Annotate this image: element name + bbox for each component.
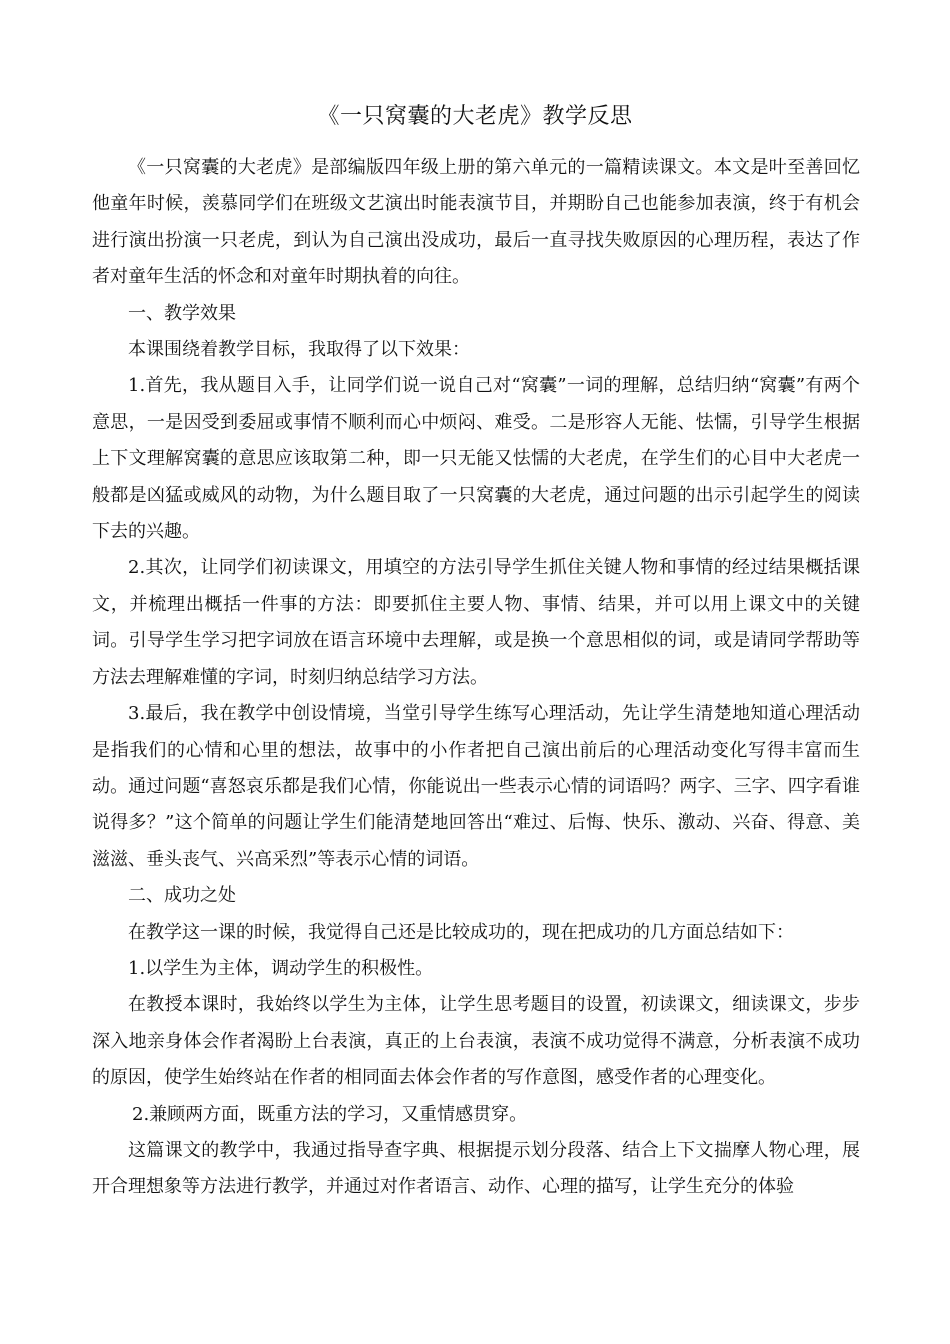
paragraph: 在教授本课时，我始终以学生为主体，让学生思考题目的设置，初读课文，细读课文，步步深入地亲身体会作者渴盼上台表演，真正的上台表演，表演不成功觉得不满意，分析表演不成功的原因，使学生始终站在作者的相同面去体会作者的写作意图，感受作者的心理变化。 xyxy=(92,994,860,1089)
numbered-paragraph: 1.首先，我从题目入手，让同学们说一说自己对“窝囊”一词的理解，总结归纳“窝囊”有两个意思，一是因受到委屈或事情不顺利而心中烦闷、难受。二是形容人无能、怯懦，引导学生根据上下文理解窝囊的意思应该取第二种，即一只无能又怯懦的大老虎，在学生们的心目中大老虎一般都是凶猛或威风的动物，为什么题目取了一只窝囊的大老虎，通过问题的出示引起学生的阅读下去的兴趣。 xyxy=(92,375,860,543)
numbered-paragraph: 1.以学生为主体，调动学生的积极性。 xyxy=(128,957,434,979)
paragraph: 在教学这一课的时候，我觉得自己还是比较成功的，现在把成功的几方面总结如下： xyxy=(128,921,794,943)
numbered-paragraph: 2.兼顾两方面，既重方法的学习，又重情感贯穿。 xyxy=(132,1103,528,1125)
numbered-paragraph: 3.最后，我在教学中创设情境，当堂引导学生练写心理活动，先让学生清楚地知道心理活动是指我们的心情和心里的想法，故事中的小作者把自己演出前后的心理活动变化写得丰富而生动。通过问题“喜怒哀乐都是我们心情，你能说出一些表示心情的词语吗？两字、三字、四字看谁说得多？”这个简单的问题让学生们能清楚地回答出“难过、后悔、快乐、激动、兴奋、得意、美滋滋、垂头丧气、兴高采烈”等表示心情的词语。 xyxy=(92,703,860,870)
paragraph: 这篇课文的教学中，我通过指导查字典、根据提示划分段落、结合上下文揣摩人物心理，展开合理想象等方法进行教学，并通过对作者语言、动作、心理的描写，让学生充分的体验 xyxy=(92,1139,860,1198)
section-heading-success: 二、成功之处 xyxy=(128,885,236,907)
numbered-paragraph: 2.其次，让同学们初读课文，用填空的方法引导学生抓住关键人物和事情的经过结果概括课文，并梳理出概括一件事的方法：即要抓住主要人物、事情、结果，并可以用上课文中的关键词。引导学生学习把字词放在语言环境中去理解，或是换一个意思相似的词，或是请同学帮助等方法去理解难懂的字词，时刻归纳总结学习方法。 xyxy=(92,557,860,688)
intro-paragraph: 《一只窝囊的大老虎》是部编版四年级上册的第六单元的一篇精读课文。本文是叶至善回忆他童年时候，羡慕同学们在班级文艺演出时能表演节目，并期盼自己也能参加表演，终于有机会进行演出扮演一只老虎，到认为自己演出没成功，最后一直寻找失败原因的心理历程，表达了作者对童年生活的怀念和对童年时期执着的向往。 xyxy=(92,157,860,288)
document-body xyxy=(92,150,860,1206)
page-title: 《一只窝囊的大老虎》教学反思 xyxy=(317,104,633,129)
section-heading-teaching-effect: 一、教学效果 xyxy=(128,302,236,324)
paragraph: 本课围绕着教学目标，我取得了以下效果： xyxy=(128,339,470,361)
